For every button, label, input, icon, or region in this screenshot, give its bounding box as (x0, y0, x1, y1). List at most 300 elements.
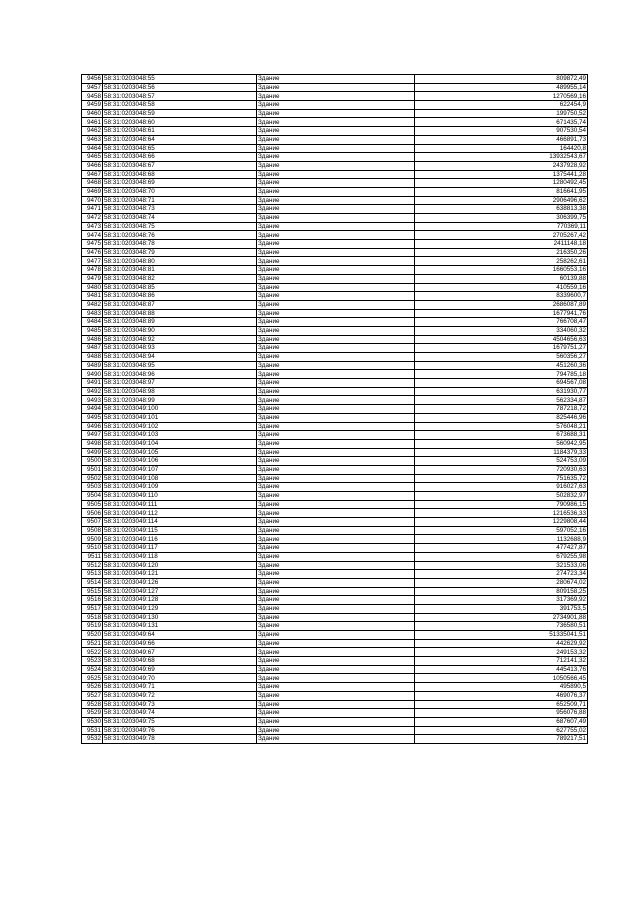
row-number: 9525 (82, 674, 103, 683)
object-type: Здание (257, 657, 415, 666)
cadastral-number: 58:31:0203048:97 (103, 379, 257, 388)
cadastral-value: 199750,52 (415, 109, 588, 118)
cadastral-number: 58:31:0203048:90 (103, 326, 257, 335)
table-row (82, 648, 588, 657)
table-row (82, 231, 588, 240)
row-number: 9520 (82, 631, 103, 640)
object-type: Здание (257, 726, 415, 735)
row-number: 9510 (82, 544, 103, 553)
cadastral-value: 1679751,27 (415, 344, 588, 353)
cadastral-number: 58:31:0203048:60 (103, 118, 257, 127)
cadastral-value: 13932543,67 (415, 153, 588, 162)
cadastral-number: 58:31:0203048:61 (103, 127, 257, 136)
row-number: 9456 (82, 75, 103, 84)
table-row (82, 474, 588, 483)
cadastral-value: 8339600,7 (415, 292, 588, 301)
cadastral-number: 58:31:0203048:92 (103, 335, 257, 344)
row-number: 9463 (82, 135, 103, 144)
row-number: 9486 (82, 335, 103, 344)
table-row (82, 222, 588, 231)
cadastral-number: 58:31:0203049:126 (103, 578, 257, 587)
cadastral-number: 58:31:0203048:76 (103, 231, 257, 240)
row-number: 9488 (82, 353, 103, 362)
row-number: 9505 (82, 500, 103, 509)
cadastral-number: 58:31:0203049:111 (103, 500, 257, 509)
cadastral-number: 58:31:0203048:94 (103, 353, 257, 362)
table-row (82, 570, 588, 579)
cadastral-number: 58:31:0203049:68 (103, 657, 257, 666)
object-type: Здание (257, 570, 415, 579)
table-row (82, 622, 588, 631)
row-number: 9501 (82, 465, 103, 474)
cadastral-value: 597052,16 (415, 526, 588, 535)
row-number: 9516 (82, 596, 103, 605)
table-row (82, 457, 588, 466)
cadastral-value: 794785,18 (415, 370, 588, 379)
cadastral-value: 1375441,28 (415, 170, 588, 179)
cadastral-value: 164420,8 (415, 144, 588, 153)
row-number: 9474 (82, 231, 103, 240)
row-number: 9529 (82, 709, 103, 718)
cadastral-value: 2411148,18 (415, 240, 588, 249)
table-row (82, 483, 588, 492)
cadastral-value: 442629,92 (415, 639, 588, 648)
cadastral-value: 560942,95 (415, 439, 588, 448)
object-type: Здание (257, 691, 415, 700)
row-number: 9471 (82, 205, 103, 214)
cadastral-number: 58:31:0203049:78 (103, 735, 257, 744)
cadastral-number: 58:31:0203049:102 (103, 422, 257, 431)
row-number: 9472 (82, 214, 103, 223)
table-row (82, 587, 588, 596)
row-number: 9483 (82, 309, 103, 318)
row-number: 9477 (82, 257, 103, 266)
cadastral-value: 789217,51 (415, 735, 588, 744)
object-type: Здание (257, 361, 415, 370)
table-row (82, 214, 588, 223)
table-row (82, 118, 588, 127)
table-row (82, 613, 588, 622)
cadastral-value: 622454,9 (415, 101, 588, 110)
row-number: 9469 (82, 187, 103, 196)
table-row (82, 431, 588, 440)
cadastral-number: 58:31:0203048:95 (103, 361, 257, 370)
object-type: Здание (257, 500, 415, 509)
table-row (82, 370, 588, 379)
cadastral-value: 1216536,33 (415, 509, 588, 518)
row-number: 9514 (82, 578, 103, 587)
object-type: Здание (257, 439, 415, 448)
cadastral-value: 451260,36 (415, 361, 588, 370)
row-number: 9491 (82, 379, 103, 388)
object-type: Здание (257, 92, 415, 101)
table-body (82, 75, 588, 744)
table-row (82, 257, 588, 266)
cadastral-number: 58:31:0203048:82 (103, 274, 257, 283)
table-row (82, 83, 588, 92)
table-row (82, 92, 588, 101)
cadastral-value: 445413,76 (415, 665, 588, 674)
table-row (82, 544, 588, 553)
row-number: 9506 (82, 509, 103, 518)
object-type: Здание (257, 170, 415, 179)
object-type: Здание (257, 422, 415, 431)
cadastral-value: 712141,32 (415, 657, 588, 666)
cadastral-value: 280674,02 (415, 578, 588, 587)
row-number: 9530 (82, 717, 103, 726)
cadastral-number: 58:31:0203048:79 (103, 248, 257, 257)
object-type: Здание (257, 518, 415, 527)
object-type: Здание (257, 127, 415, 136)
table-row (82, 691, 588, 700)
object-type: Здание (257, 75, 415, 84)
table-row (82, 465, 588, 474)
cadastral-number: 58:31:0203049:105 (103, 448, 257, 457)
object-type: Здание (257, 274, 415, 283)
cadastral-number: 58:31:0203049:64 (103, 631, 257, 640)
object-type: Здание (257, 205, 415, 214)
row-number: 9485 (82, 326, 103, 335)
object-type: Здание (257, 379, 415, 388)
table-row (82, 535, 588, 544)
cadastral-value: 1229808,44 (415, 518, 588, 527)
cadastral-value: 809872,49 (415, 75, 588, 84)
table-row (82, 135, 588, 144)
row-number: 9503 (82, 483, 103, 492)
row-number: 9523 (82, 657, 103, 666)
row-number: 9512 (82, 561, 103, 570)
cadastral-number: 58:31:0203049:72 (103, 691, 257, 700)
table-row (82, 109, 588, 118)
cadastral-number: 58:31:0203048:78 (103, 240, 257, 249)
object-type: Здание (257, 604, 415, 613)
cadastral-number: 58:31:0203048:57 (103, 92, 257, 101)
cadastral-number: 58:31:0203049:110 (103, 492, 257, 501)
object-type: Здание (257, 474, 415, 483)
cadastral-number: 58:31:0203048:66 (103, 153, 257, 162)
cadastral-value: 60139,88 (415, 274, 588, 283)
row-number: 9526 (82, 683, 103, 692)
table-row (82, 683, 588, 692)
object-type: Здание (257, 665, 415, 674)
row-number: 9502 (82, 474, 103, 483)
row-number: 9473 (82, 222, 103, 231)
table-row (82, 639, 588, 648)
cadastral-number: 58:31:0203049:120 (103, 561, 257, 570)
cadastral-number: 58:31:0203049:115 (103, 526, 257, 535)
cadastral-number: 58:31:0203048:89 (103, 318, 257, 327)
cadastral-value: 274723,34 (415, 570, 588, 579)
cadastral-value: 736580,51 (415, 622, 588, 631)
cadastral-number: 58:31:0203049:67 (103, 648, 257, 657)
table-row (82, 492, 588, 501)
table-row (82, 196, 588, 205)
table-row (82, 561, 588, 570)
cadastral-value: 1660553,16 (415, 266, 588, 275)
row-number: 9524 (82, 665, 103, 674)
cadastral-number: 58:31:0203048:58 (103, 101, 257, 110)
row-number: 9496 (82, 422, 103, 431)
table-row (82, 205, 588, 214)
row-number: 9513 (82, 570, 103, 579)
row-number: 9494 (82, 405, 103, 414)
table-row (82, 735, 588, 744)
cadastral-number: 58:31:0203048:68 (103, 170, 257, 179)
cadastral-number: 58:31:0203049:112 (103, 509, 257, 518)
row-number: 9500 (82, 457, 103, 466)
cadastral-value: 410559,16 (415, 283, 588, 292)
row-number: 9499 (82, 448, 103, 457)
object-type: Здание (257, 648, 415, 657)
cadastral-value: 766708,47 (415, 318, 588, 327)
cadastral-number: 58:31:0203049:69 (103, 665, 257, 674)
cadastral-number: 58:31:0203048:65 (103, 144, 257, 153)
row-number: 9492 (82, 387, 103, 396)
cadastral-number: 58:31:0203049:103 (103, 431, 257, 440)
table-row (82, 274, 588, 283)
row-number: 9531 (82, 726, 103, 735)
row-number: 9504 (82, 492, 103, 501)
cadastral-value: 502832,97 (415, 492, 588, 501)
row-number: 9507 (82, 518, 103, 527)
object-type: Здание (257, 396, 415, 405)
object-type: Здание (257, 631, 415, 640)
cadastral-number: 58:31:0203049:73 (103, 700, 257, 709)
row-number: 9519 (82, 622, 103, 631)
cadastral-number: 58:31:0203049:127 (103, 587, 257, 596)
row-number: 9518 (82, 613, 103, 622)
cadastral-number: 58:31:0203049:100 (103, 405, 257, 414)
table-row (82, 292, 588, 301)
row-number: 9466 (82, 161, 103, 170)
row-number: 9461 (82, 118, 103, 127)
cadastral-value: 694567,08 (415, 379, 588, 388)
row-number: 9479 (82, 274, 103, 283)
cadastral-value: 809158,25 (415, 587, 588, 596)
table-row (82, 422, 588, 431)
cadastral-number: 58:31:0203048:73 (103, 205, 257, 214)
object-type: Здание (257, 405, 415, 414)
table-row (82, 318, 588, 327)
cadastral-value: 469076,37 (415, 691, 588, 700)
cadastral-value: 825446,96 (415, 413, 588, 422)
cadastral-number: 58:31:0203048:64 (103, 135, 257, 144)
cadastral-number: 58:31:0203049:118 (103, 552, 257, 561)
cadastral-number: 58:31:0203049:114 (103, 518, 257, 527)
object-type: Здание (257, 492, 415, 501)
cadastral-number: 58:31:0203048:80 (103, 257, 257, 266)
row-number: 9511 (82, 552, 103, 561)
cadastral-value: 2686087,89 (415, 300, 588, 309)
cadastral-value: 671435,74 (415, 118, 588, 127)
cadastral-number: 58:31:0203048:85 (103, 283, 257, 292)
row-number: 9478 (82, 266, 103, 275)
object-type: Здание (257, 109, 415, 118)
cadastral-number: 58:31:0203049:117 (103, 544, 257, 553)
cadastral-value: 4504656,63 (415, 335, 588, 344)
cadastral-value: 51335041,51 (415, 631, 588, 640)
object-type: Здание (257, 465, 415, 474)
cadastral-number: 58:31:0203049:129 (103, 604, 257, 613)
cadastral-value: 679255,98 (415, 552, 588, 561)
object-type: Здание (257, 509, 415, 518)
object-type: Здание (257, 231, 415, 240)
cadastral-value: 317369,92 (415, 596, 588, 605)
cadastral-value: 770369,11 (415, 222, 588, 231)
object-type: Здание (257, 83, 415, 92)
object-type: Здание (257, 639, 415, 648)
row-number: 9489 (82, 361, 103, 370)
cadastral-value: 1677941,76 (415, 309, 588, 318)
cadastral-value: 477427,87 (415, 544, 588, 553)
row-number: 9493 (82, 396, 103, 405)
table-row (82, 326, 588, 335)
row-number: 9487 (82, 344, 103, 353)
table-row (82, 187, 588, 196)
object-type: Здание (257, 214, 415, 223)
cadastral-number: 58:31:0203049:109 (103, 483, 257, 492)
object-type: Здание (257, 413, 415, 422)
cadastral-number: 58:31:0203048:56 (103, 83, 257, 92)
row-number: 9498 (82, 439, 103, 448)
cadastral-number: 58:31:0203049:121 (103, 570, 257, 579)
object-type: Здание (257, 266, 415, 275)
cadastral-number: 58:31:0203049:76 (103, 726, 257, 735)
object-type: Здание (257, 674, 415, 683)
object-type: Здание (257, 717, 415, 726)
table-row (82, 604, 588, 613)
object-type: Здание (257, 448, 415, 457)
row-number: 9495 (82, 413, 103, 422)
table-row (82, 439, 588, 448)
row-number: 9497 (82, 431, 103, 440)
cadastral-value: 562334,87 (415, 396, 588, 405)
cadastral-number: 58:31:0203049:131 (103, 622, 257, 631)
cadastral-number: 58:31:0203048:99 (103, 396, 257, 405)
object-type: Здание (257, 179, 415, 188)
row-number: 9475 (82, 240, 103, 249)
cadastral-number: 58:31:0203048:69 (103, 179, 257, 188)
row-number: 9476 (82, 248, 103, 257)
table-row (82, 379, 588, 388)
cadastral-value: 790986,15 (415, 500, 588, 509)
cadastral-value: 907530,54 (415, 127, 588, 136)
table-row (82, 500, 588, 509)
row-number: 9481 (82, 292, 103, 301)
table-row (82, 709, 588, 718)
cadastral-number: 58:31:0203048:98 (103, 387, 257, 396)
table-row (82, 283, 588, 292)
table-row (82, 631, 588, 640)
object-type: Здание (257, 353, 415, 362)
row-number: 9470 (82, 196, 103, 205)
row-number: 9521 (82, 639, 103, 648)
cadastral-number: 58:31:0203048:71 (103, 196, 257, 205)
table-row (82, 596, 588, 605)
row-number: 9522 (82, 648, 103, 657)
table-row (82, 127, 588, 136)
cadastral-value: 631930,77 (415, 387, 588, 396)
cadastral-number: 58:31:0203048:70 (103, 187, 257, 196)
object-type: Здание (257, 153, 415, 162)
table-row (82, 309, 588, 318)
object-type: Здание (257, 257, 415, 266)
cadastral-number: 58:31:0203049:70 (103, 674, 257, 683)
table-row (82, 526, 588, 535)
object-type: Здание (257, 248, 415, 257)
cadastral-number: 58:31:0203048:75 (103, 222, 257, 231)
object-type: Здание (257, 240, 415, 249)
object-type: Здание (257, 196, 415, 205)
object-type: Здание (257, 578, 415, 587)
table-row (82, 405, 588, 414)
cadastral-value: 787218,72 (415, 405, 588, 414)
cadastral-value: 2437928,92 (415, 161, 588, 170)
object-type: Здание (257, 135, 415, 144)
object-type: Здание (257, 700, 415, 709)
cadastral-number: 58:31:0203049:75 (103, 717, 257, 726)
row-number: 9509 (82, 535, 103, 544)
table-row (82, 448, 588, 457)
object-type: Здание (257, 118, 415, 127)
object-type: Здание (257, 622, 415, 631)
table-row (82, 153, 588, 162)
object-type: Здание (257, 544, 415, 553)
cadastral-value: 720930,63 (415, 465, 588, 474)
table-row (82, 179, 588, 188)
table-row (82, 361, 588, 370)
cadastral-value: 916027,63 (415, 483, 588, 492)
cadastral-value: 466891,73 (415, 135, 588, 144)
row-number: 9459 (82, 101, 103, 110)
table-row (82, 700, 588, 709)
table-row (82, 344, 588, 353)
object-type: Здание (257, 309, 415, 318)
object-type: Здание (257, 222, 415, 231)
object-type: Здание (257, 387, 415, 396)
table-row (82, 552, 588, 561)
cadastral-value: 1132688,9 (415, 535, 588, 544)
object-type: Здание (257, 613, 415, 622)
table-row (82, 161, 588, 170)
cadastral-value: 391753,5 (415, 604, 588, 613)
cadastral-number: 58:31:0203048:88 (103, 309, 257, 318)
cadastral-number: 58:31:0203048:81 (103, 266, 257, 275)
row-number: 9458 (82, 92, 103, 101)
cadastral-value: 1280492,45 (415, 179, 588, 188)
cadastral-number: 58:31:0203048:86 (103, 292, 257, 301)
row-number: 9460 (82, 109, 103, 118)
table-row (82, 578, 588, 587)
row-number: 9457 (82, 83, 103, 92)
cadastral-number: 58:31:0203049:106 (103, 457, 257, 466)
object-type: Здание (257, 144, 415, 153)
row-number: 9528 (82, 700, 103, 709)
object-type: Здание (257, 335, 415, 344)
table-row (82, 335, 588, 344)
table-row (82, 101, 588, 110)
row-number: 9464 (82, 144, 103, 153)
row-number: 9527 (82, 691, 103, 700)
table-row (82, 144, 588, 153)
object-type: Здание (257, 370, 415, 379)
cadastral-number: 58:31:0203049:101 (103, 413, 257, 422)
row-number: 9508 (82, 526, 103, 535)
cadastral-number: 58:31:0203048:93 (103, 344, 257, 353)
object-type: Здание (257, 561, 415, 570)
cadastral-value: 627755,02 (415, 726, 588, 735)
object-type: Здание (257, 161, 415, 170)
